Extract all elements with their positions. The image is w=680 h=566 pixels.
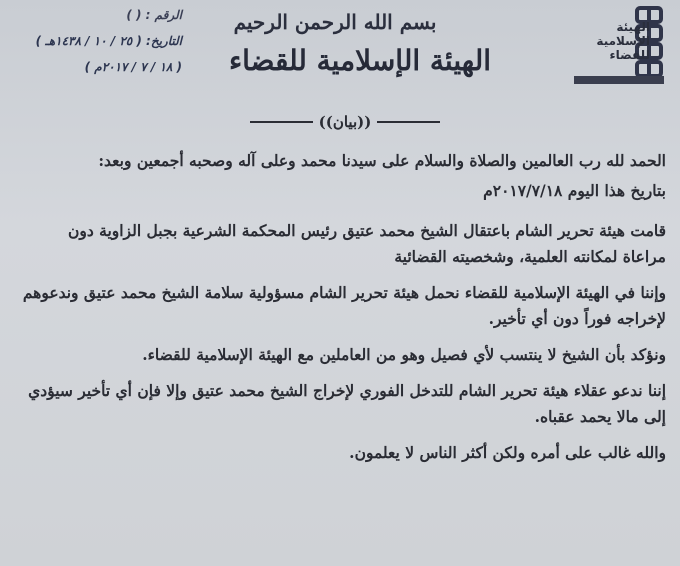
- statement-body: [20, 148, 666, 476]
- statement-label: ((بيان)): [318, 113, 372, 131]
- organization-logo: [574, 6, 670, 92]
- paragraph: إننا ندعو عقلاء هيئة تحرير الشام للتدخل الفوري لإخراج الشيخ محمد عتيق وإلا فإن أي تأخير سيؤدي إلى مالا يحمد عقباه.: [28, 381, 666, 426]
- logo-wordmark: الهيئة الإسلامية للقضاء: [596, 20, 650, 62]
- heading-rule: [250, 121, 313, 123]
- paragraph: وإننا في الهيئة الإسلامية للقضاء نحمل هيئة تحرير الشام مسؤولية سلامة الشيخ محمد عتيق وندعوهم لإخراجه فوراً دون أي تأخير.: [22, 283, 666, 328]
- hijri-date: التاريخ: ( ٢٥ / ١٠ / ١٤٣٨هـ ): [35, 34, 182, 48]
- paragraph: قامت هيئة تحرير الشام باعتقال الشيخ محمد عتيق رئيس المحكمة الشرعية بجبل الزاوية دون مراعاة لمكانته العلمية، وشخصيته القضائية: [67, 221, 666, 266]
- paragraph: ونؤكد بأن الشيخ لا ينتسب لأي فصيل وهو من العاملين مع الهيئة الإسلامية للقضاء.: [142, 345, 666, 364]
- heading-rule: [377, 121, 440, 123]
- greeting: الحمد لله رب العالمين والصلاة والسلام على سيدنا محمد وعلى آله وصحبه أجمعين وبعد:: [98, 151, 666, 170]
- statement-heading: [250, 113, 440, 131]
- logo-underline: [574, 76, 664, 84]
- closing-line: والله غالب على أمره ولكن أكثر الناس لا يعلمون.: [349, 443, 666, 462]
- document-metadata: [22, 4, 182, 82]
- statement-date: بتاريخ هذا اليوم ٢٠١٧/٧/١٨م: [483, 181, 666, 200]
- reference-number: الرقم : ( ): [126, 8, 182, 22]
- organization-title: الهيئة الإسلامية للقضاء: [228, 44, 492, 77]
- basmala: بسم الله الرحمن الرحيم: [233, 10, 437, 34]
- gregorian-date: ( ١٨ / ٧ / ٢٠١٧م ): [84, 60, 182, 74]
